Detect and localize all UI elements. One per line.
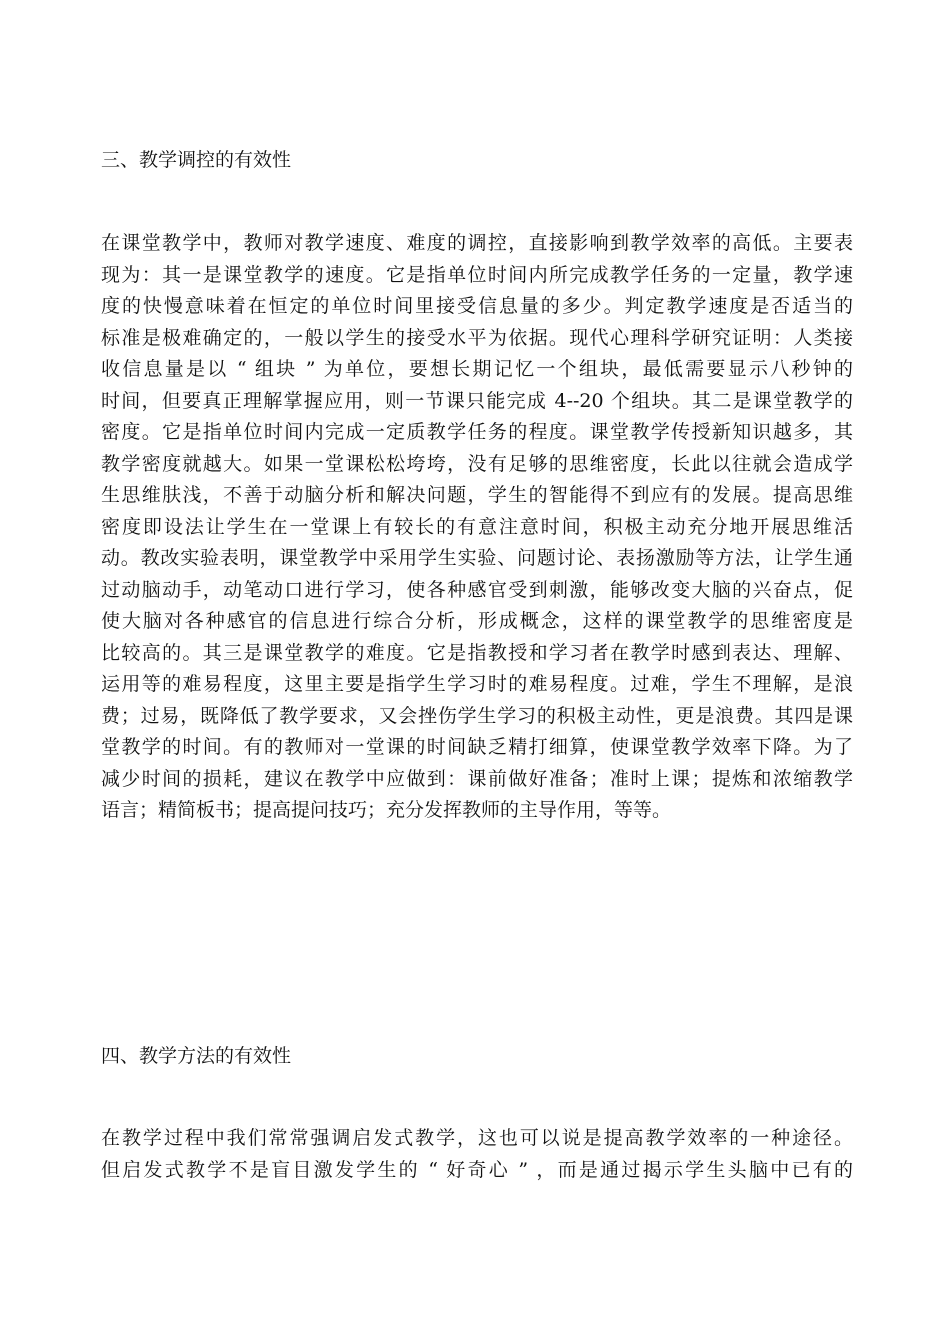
paragraph-line: 动。教改实验表明，课堂教学中采用学生实验、问题讨论、表扬激励等方法，让学生通	[101, 547, 853, 569]
paragraph-line: 密度。它是指单位时间内完成一定质教学任务的程度。课堂教学传授新知识越多，其	[101, 421, 853, 443]
section-4-heading: 四、教学方法的有效性	[101, 1045, 292, 1067]
paragraph-line: 过动脑动手，动笔动口进行学习，使各种感官受到刺激，能够改变大脑的兴奋点，促	[101, 578, 853, 601]
paragraph-line: 使大脑对各种感官的信息进行综合分析，形成概念，这样的课堂教学的思维密度是	[101, 610, 853, 632]
paragraph-line: 教学密度就越大。如果一堂课松松垮垮，没有足够的思维密度，长此以往就会造成学	[101, 452, 853, 475]
paragraph-line: 收信息量是以 “ 组块 ” 为单位，要想长期记忆一个组块，最低需要显示八秒钟的	[101, 358, 853, 380]
paragraph-line: 但启发式教学不是盲目激发学生的 “ 好奇心 ” ，而是通过揭示学生头脑中已有的	[101, 1158, 853, 1181]
section-4-paragraph	[101, 1123, 853, 1186]
section-3-paragraph	[101, 228, 853, 827]
paragraph-line: 时间，但要真正理解掌握应用，则一节课只能完成 4--20 个组块。其二是课堂教学的	[101, 389, 853, 412]
paragraph-line: 堂教学的时间。有的教师对一堂课的时间缺乏精打细算，使课堂教学效率下降。为了	[101, 736, 853, 758]
paragraph-line: 度的快慢意味着在恒定的单位时间里接受信息量的多少。判定教学速度是否适当的	[101, 295, 853, 317]
paragraph-line: 语言；精简板书；提高提问技巧；充分发挥教师的主导作用，等等。	[101, 799, 672, 821]
paragraph-line: 减少时间的损耗，建议在教学中应做到：课前做好准备；准时上课；提炼和浓缩教学	[101, 767, 853, 790]
paragraph-line: 生思维肤浅，不善于动脑分析和解决问题，学生的智能得不到应有的发展。提高思维	[101, 484, 853, 506]
paragraph-line: 比较高的。其三是课堂教学的难度。它是指教授和学习者在教学时感到表达、理解、	[101, 641, 853, 664]
paragraph-line: 费；过易，既降低了教学要求，又会挫伤学生学习的积极主动性，更是浪费。其四是课	[101, 704, 853, 727]
paragraph-line: 在课堂教学中，教师对教学速度、难度的调控，直接影响到教学效率的高低。主要表	[101, 232, 853, 254]
paragraph-line: 现为：其一是课堂教学的速度。它是指单位时间内所完成教学任务的一定量，教学速	[101, 263, 853, 286]
section-3-heading: 三、教学调控的有效性	[101, 149, 292, 171]
paragraph-line: 运用等的难易程度，这里主要是指学生学习时的难易程度。过难，学生不理解，是浪	[101, 673, 853, 695]
paragraph-line: 在教学过程中我们常常强调启发式教学，这也可以说是提高教学效率的一种途径。	[101, 1127, 853, 1149]
paragraph-line: 密度即设法让学生在一堂课上有较长的有意注意时间，积极主动充分地开展思维活	[101, 515, 853, 538]
paragraph-line: 标准是极难确定的，一般以学生的接受水平为依据。现代心理科学研究证明：人类接	[101, 326, 853, 349]
